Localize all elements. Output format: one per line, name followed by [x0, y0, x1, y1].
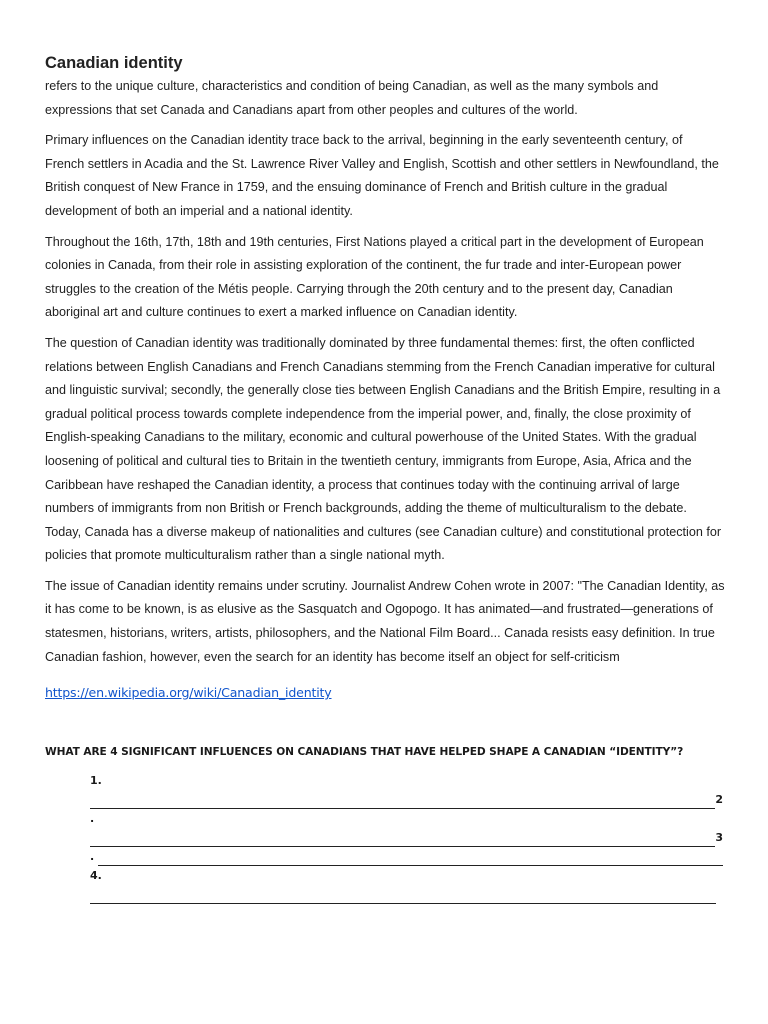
worksheet-question: WHAT ARE 4 SIGNIFICANT INFLUENCES ON CANADIANS THAT HAVE HELPED SHAPE A CANADIAN “IDENTITY”? [45, 746, 684, 759]
page-title: Canadian identity [45, 54, 183, 72]
answer-rule [90, 891, 716, 904]
answer-rule [90, 796, 715, 809]
answer-rule [98, 853, 723, 866]
document-page [45, 52, 725, 904]
paragraph-primary-influences: Primary influences on the Canadian identity trace back to the arrival, beginning in the early seventeenth century, of French settlers in Acadia and the St. Lawrence River Valley and English, Scottish and other settlers in Newfoundland, the British conquest of New France in 1759, and the ensuing dominance of French and British culture in the gradual development of both an imperial and a national identity. [45, 133, 719, 218]
answer-rule [90, 834, 715, 847]
answer-line-1[interactable] [90, 790, 723, 809]
answer-line-2[interactable] [90, 828, 723, 847]
answer-line-4[interactable] [90, 885, 716, 904]
answer-line-3[interactable] [90, 847, 723, 866]
answer-number-4: 4. [90, 869, 102, 883]
answer-number-3: 3 [715, 831, 723, 845]
answer-number-2-dot: . [90, 812, 95, 826]
source-link[interactable]: https://en.wikipedia.org/wiki/Canadian_identity [45, 685, 332, 701]
paragraph-first-nations: Throughout the 16th, 17th, 18th and 19th centuries, First Nations played a critical part in the development of European colonies in Canada, from their role in assisting exploration of the continent, the fur trade and inter-European power struggles to the creation of the Métis people. Carrying through the 20th century and to the present day, Canadian aboriginal art and culture continues to exert a marked influence on Canadian identity. [45, 234, 704, 320]
answer-number-2: 2 [715, 793, 723, 807]
answer-block [90, 771, 723, 904]
paragraph-themes: The question of Canadian identity was traditionally dominated by three fundamental themes: first, the often conflicted relations between English Canadians and French Canadians stemming from the French Canadian imperative for cultural and linguistic survival; secondly, the generally close ties between English Canadians and the British Empire, resulting in a gradual political process towards complete independence from the imperial power, and, finally, the close proximity of English-speaking Canadians to the military, economic and cultural powerhouse of the United States. With the gradual loosening of political and cultural ties to Britain in the twentieth century, immigrants from Europe, Asia, Africa and the Caribbean have reshaped the Canadian identity, a process that continues today with the continuing arrival of large numbers of immigrants from non British or French backgrounds, adding the theme of multiculturalism to the debate. Today, Canada has a diverse makeup of nationalities and cultures (see Canadian culture) and constitutional protection for policies that promote multiculturalism rather than a single national myth. [45, 335, 722, 563]
answer-number-1: 1. [90, 774, 102, 788]
paragraph-intro: refers to the unique culture, characteristics and condition of being Canadian, as well as the many symbols and expressions that set Canada and Canadians apart from other peoples and cultures of the world. [45, 79, 659, 117]
answer-number-3-dot: . [90, 850, 95, 864]
paragraph-scrutiny: The issue of Canadian identity remains under scrutiny. Journalist Andrew Cohen wrote in 2007: "The Canadian Identity, as it has come to be known, is as elusive as the Sasquatch and Ogopogo. It has animated—and frustrated—generations of statesmen, historians, writers, artists, philosophers, and the National Film Board... Canada resists easy definition. In true Canadian fashion, however, even the search for an identity has become itself an object for self-criticism [45, 578, 725, 664]
